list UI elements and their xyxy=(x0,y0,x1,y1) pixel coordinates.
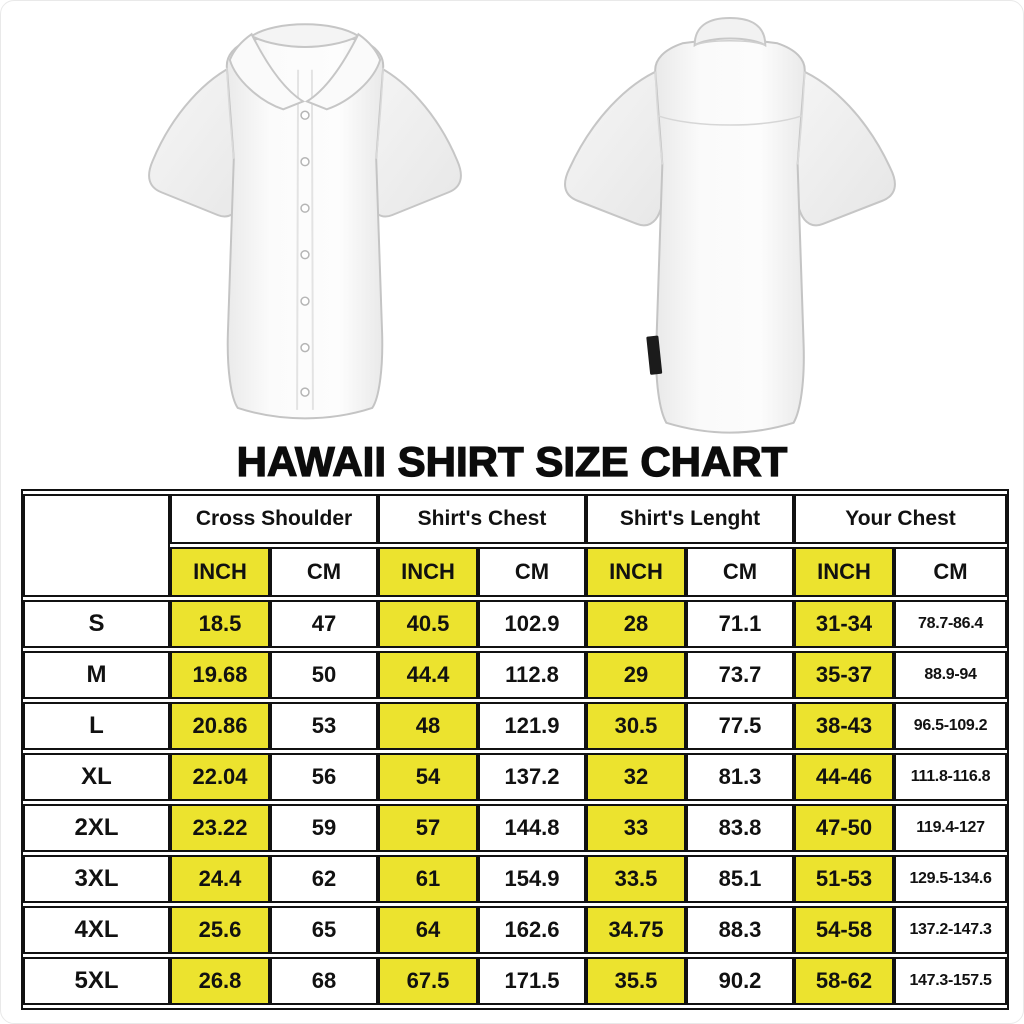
table-row xyxy=(23,600,1007,648)
value-cell: 23.22 xyxy=(170,804,270,852)
size-cell: 4XL xyxy=(23,906,170,954)
size-cell: S xyxy=(23,600,170,648)
value-cell: 58-62 xyxy=(794,957,894,1005)
value-cell: 62 xyxy=(270,855,378,903)
value-cell: 73.7 xyxy=(686,651,794,699)
value-cell: 50 xyxy=(270,651,378,699)
value-cell: 34.75 xyxy=(586,906,686,954)
value-cell: 59 xyxy=(270,804,378,852)
value-cell: 119.4-127 xyxy=(894,804,1007,852)
unit-header-cell: INCH xyxy=(794,547,894,597)
value-cell: 40.5 xyxy=(378,600,478,648)
value-cell: 77.5 xyxy=(686,702,794,750)
value-cell: 24.4 xyxy=(170,855,270,903)
unit-header-row xyxy=(23,547,1007,597)
size-chart-table xyxy=(21,489,1009,1010)
table-row xyxy=(23,702,1007,750)
value-cell: 38-43 xyxy=(794,702,894,750)
value-cell: 51-53 xyxy=(794,855,894,903)
value-cell: 31-34 xyxy=(794,600,894,648)
back-shirt-image xyxy=(541,13,925,443)
value-cell: 25.6 xyxy=(170,906,270,954)
size-cell: 5XL xyxy=(23,957,170,1005)
table-row xyxy=(23,957,1007,1005)
value-cell: 22.04 xyxy=(170,753,270,801)
value-cell: 33 xyxy=(586,804,686,852)
value-cell: 83.8 xyxy=(686,804,794,852)
value-cell: 57 xyxy=(378,804,478,852)
value-cell: 162.6 xyxy=(478,906,586,954)
value-cell: 68 xyxy=(270,957,378,1005)
front-shirt-graphic xyxy=(127,9,483,441)
value-cell: 18.5 xyxy=(170,600,270,648)
table-row xyxy=(23,906,1007,954)
unit-header-cell: INCH xyxy=(170,547,270,597)
group-header-cell: Your Chest xyxy=(794,494,1007,544)
unit-header-cell: CM xyxy=(270,547,378,597)
value-cell: 85.1 xyxy=(686,855,794,903)
value-cell: 144.8 xyxy=(478,804,586,852)
value-cell: 47 xyxy=(270,600,378,648)
value-cell: 20.86 xyxy=(170,702,270,750)
value-cell: 81.3 xyxy=(686,753,794,801)
value-cell: 90.2 xyxy=(686,957,794,1005)
back-body xyxy=(655,37,805,432)
corner-cell xyxy=(23,494,170,597)
value-cell: 137.2 xyxy=(478,753,586,801)
value-cell: 102.9 xyxy=(478,600,586,648)
back-shirt-graphic xyxy=(541,13,925,443)
value-cell: 65 xyxy=(270,906,378,954)
value-cell: 35.5 xyxy=(586,957,686,1005)
value-cell: 48 xyxy=(378,702,478,750)
size-chart-title: HAWAII SHIRT SIZE CHART xyxy=(236,438,788,485)
size-cell: 3XL xyxy=(23,855,170,903)
value-cell: 88.9-94 xyxy=(894,651,1007,699)
table-row xyxy=(23,753,1007,801)
value-cell: 54-58 xyxy=(794,906,894,954)
group-header-cell: Shirt's Lenght xyxy=(586,494,794,544)
value-cell: 129.5-134.6 xyxy=(894,855,1007,903)
group-header-cell: Cross Shoulder xyxy=(170,494,378,544)
value-cell: 29 xyxy=(586,651,686,699)
table-row xyxy=(23,651,1007,699)
value-cell: 53 xyxy=(270,702,378,750)
size-cell: L xyxy=(23,702,170,750)
value-cell: 61 xyxy=(378,855,478,903)
value-cell: 88.3 xyxy=(686,906,794,954)
value-cell: 54 xyxy=(378,753,478,801)
size-cell: M xyxy=(23,651,170,699)
value-cell: 171.5 xyxy=(478,957,586,1005)
value-cell: 137.2-147.3 xyxy=(894,906,1007,954)
value-cell: 44-46 xyxy=(794,753,894,801)
value-cell: 96.5-109.2 xyxy=(894,702,1007,750)
value-cell: 67.5 xyxy=(378,957,478,1005)
value-cell: 26.8 xyxy=(170,957,270,1005)
group-header-row xyxy=(23,494,1007,544)
value-cell: 19.68 xyxy=(170,651,270,699)
unit-header-cell: INCH xyxy=(586,547,686,597)
value-cell: 30.5 xyxy=(586,702,686,750)
table-row xyxy=(23,855,1007,903)
value-cell: 33.5 xyxy=(586,855,686,903)
value-cell: 71.1 xyxy=(686,600,794,648)
size-cell: XL xyxy=(23,753,170,801)
unit-header-cell: CM xyxy=(686,547,794,597)
unit-header-cell: CM xyxy=(894,547,1007,597)
table-row xyxy=(23,804,1007,852)
value-cell: 32 xyxy=(586,753,686,801)
group-header-cell: Shirt's Chest xyxy=(378,494,586,544)
value-cell: 112.8 xyxy=(478,651,586,699)
front-shirt-image xyxy=(127,9,483,441)
value-cell: 64 xyxy=(378,906,478,954)
value-cell: 121.9 xyxy=(478,702,586,750)
value-cell: 35-37 xyxy=(794,651,894,699)
size-cell: 2XL xyxy=(23,804,170,852)
value-cell: 44.4 xyxy=(378,651,478,699)
unit-header-cell: CM xyxy=(478,547,586,597)
value-cell: 111.8-116.8 xyxy=(894,753,1007,801)
value-cell: 56 xyxy=(270,753,378,801)
unit-header-cell: INCH xyxy=(378,547,478,597)
size-table-body xyxy=(23,600,1007,1005)
value-cell: 154.9 xyxy=(478,855,586,903)
value-cell: 47-50 xyxy=(794,804,894,852)
value-cell: 28 xyxy=(586,600,686,648)
value-cell: 78.7-86.4 xyxy=(894,600,1007,648)
value-cell: 147.3-157.5 xyxy=(894,957,1007,1005)
